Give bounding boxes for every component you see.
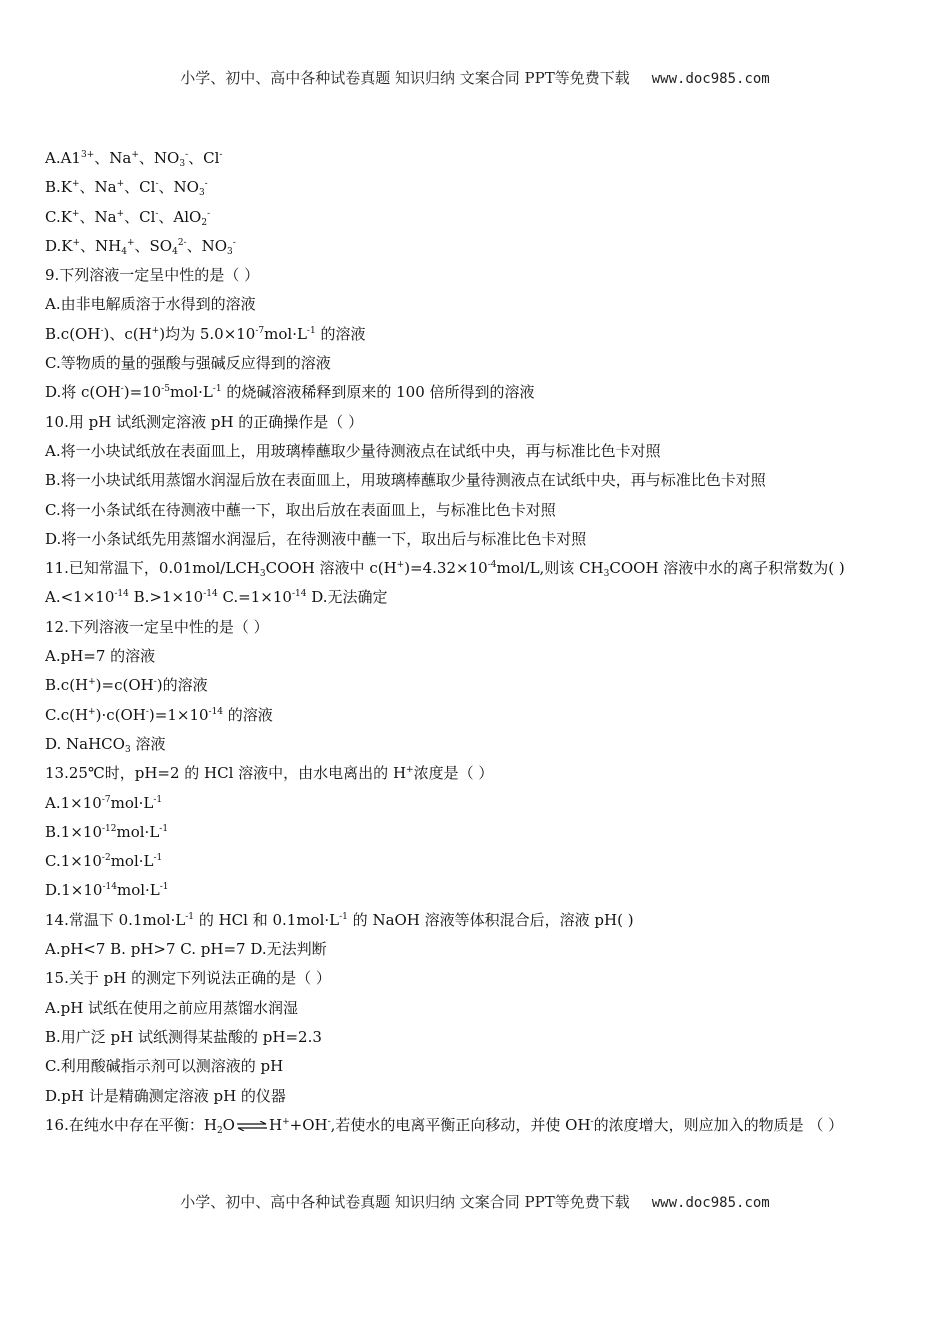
superscript: -1 bbox=[159, 823, 169, 834]
superscript: - bbox=[155, 208, 159, 219]
text-run: 、NO bbox=[138, 149, 180, 167]
superscript: + bbox=[151, 325, 160, 336]
q16-stem bbox=[45, 1111, 915, 1140]
q12-option-c bbox=[45, 701, 915, 730]
superscript: - bbox=[207, 208, 211, 219]
superscript: -1 bbox=[159, 882, 169, 893]
superscript: + bbox=[282, 1116, 290, 1127]
subscript: 3 bbox=[124, 744, 131, 755]
text-run: )的溶液 bbox=[156, 676, 208, 695]
superscript: 3+ bbox=[80, 150, 95, 160]
text-run: C.=1×10 bbox=[217, 588, 292, 607]
superscript: + bbox=[131, 150, 139, 160]
superscript: -4 bbox=[487, 560, 497, 571]
text-run: 浓度是（ ） bbox=[413, 764, 494, 783]
superscript: + bbox=[88, 706, 96, 717]
text-run: D.将 c(OH bbox=[45, 383, 121, 402]
superscript: -14 bbox=[114, 589, 129, 600]
text-run: mol·L bbox=[116, 822, 160, 841]
q12-stem bbox=[45, 613, 915, 642]
text-run: C.c(H bbox=[45, 705, 89, 724]
text-run: 的溶液 bbox=[223, 705, 273, 724]
superscript: 2- bbox=[177, 237, 187, 248]
superscript: - bbox=[590, 1116, 594, 1127]
text-run: 的烧碱溶液稀释到原来的 100 倍所得到的溶液 bbox=[221, 383, 535, 402]
text-run: A.pH 试纸在使用之前应用蒸馏水润湿 bbox=[45, 998, 299, 1017]
text-run: mol·L bbox=[170, 383, 213, 402]
superscript: + bbox=[406, 765, 414, 776]
q8-option-a bbox=[45, 144, 915, 173]
superscript: -7 bbox=[255, 325, 265, 336]
superscript: -1 bbox=[212, 384, 222, 395]
superscript: -2 bbox=[101, 853, 111, 864]
q13-option-c bbox=[45, 847, 915, 876]
superscript: -5 bbox=[161, 384, 171, 395]
superscript: - bbox=[232, 237, 236, 248]
text-run: 、AlO bbox=[158, 207, 202, 226]
text-run: 16.在纯水中存在平衡：H bbox=[45, 1115, 217, 1134]
superscript: -1 bbox=[339, 911, 348, 922]
text-run: 、Cl bbox=[188, 149, 220, 167]
text-run: C.1×10 bbox=[45, 852, 102, 871]
q10-option-c bbox=[45, 496, 915, 525]
text-run: mol·L bbox=[110, 793, 154, 812]
superscript: + bbox=[72, 237, 81, 248]
header-url: www.doc985.com bbox=[651, 71, 770, 87]
superscript: - bbox=[219, 150, 223, 160]
text-run: 、NH bbox=[80, 236, 122, 255]
text-run: A.<1×10 bbox=[45, 588, 115, 607]
text-run: D. NaHCO bbox=[45, 734, 125, 753]
superscript: - bbox=[153, 677, 157, 688]
subscript: 4 bbox=[172, 246, 178, 257]
text-run: C.利用酸碱指示剂可以测溶液的 pH bbox=[45, 1057, 284, 1076]
text-run: A.1×10 bbox=[45, 793, 102, 812]
text-run: D.K bbox=[45, 236, 73, 255]
subscript: 3 bbox=[179, 159, 186, 169]
superscript: -1 bbox=[153, 853, 163, 864]
q15-stem bbox=[45, 964, 915, 993]
text-run: 的浓度增大，则应加入的物质是 （ ） bbox=[593, 1115, 844, 1134]
superscript: + bbox=[126, 237, 135, 248]
text-run: COOH 溶液中水的离子积常数为( ) bbox=[609, 559, 845, 578]
q12-option-d bbox=[45, 730, 915, 759]
text-run: B.>1×10 bbox=[128, 588, 204, 607]
text-run: 、Cl bbox=[124, 178, 156, 197]
superscript: + bbox=[72, 179, 80, 190]
q10-option-d bbox=[45, 525, 915, 554]
text-run: C.K bbox=[45, 207, 72, 226]
superscript: - bbox=[327, 1116, 331, 1127]
superscript: - bbox=[155, 179, 159, 190]
q9-option-d bbox=[45, 378, 915, 407]
text-run: D.pH 计是精确测定溶液 pH 的仪器 bbox=[45, 1086, 286, 1105]
q8-option-b bbox=[45, 173, 915, 202]
text-run: 的 HCl 和 0.1mol·L bbox=[194, 910, 340, 929]
subscript: 2 bbox=[201, 217, 208, 228]
superscript: -12 bbox=[102, 823, 117, 834]
q9-option-c bbox=[45, 349, 915, 378]
superscript: + bbox=[116, 208, 125, 219]
subscript: 2 bbox=[216, 1125, 223, 1136]
subscript: 3 bbox=[259, 569, 266, 580]
text-run: B.c(OH bbox=[45, 324, 101, 343]
q13-option-b bbox=[45, 818, 915, 847]
text-run: 、Na bbox=[79, 178, 117, 197]
text-run: D.将一小条试纸先用蒸馏水润湿后，在待测液中蘸一下，取出后与标准比色卡对照 bbox=[45, 529, 587, 548]
text-run: )=4.32×10 bbox=[404, 559, 488, 578]
q12-option-b bbox=[45, 671, 915, 700]
text-run: )、c(H bbox=[103, 324, 152, 343]
text-run: 10.用 pH 试纸测定溶液 pH 的正确操作是（ ） bbox=[45, 412, 364, 431]
subscript: 3 bbox=[198, 188, 205, 199]
superscript: - bbox=[204, 179, 208, 190]
q12-option-a bbox=[45, 642, 915, 671]
text-run: C.将一小条试纸在待测液中蘸一下，取出后放在表面皿上，与标准比色卡对照 bbox=[45, 500, 556, 519]
header-text: 小学、初中、高中各种试卷真题 知识归纳 文案合同 PPT等免费下载 bbox=[180, 69, 630, 87]
q9-option-b bbox=[45, 320, 915, 349]
text-run: +OH bbox=[289, 1115, 328, 1134]
text-run: mol·L bbox=[116, 881, 160, 900]
page-footer bbox=[0, 1191, 950, 1212]
question-content bbox=[45, 144, 915, 1140]
text-run: D.1×10 bbox=[45, 881, 103, 900]
q10-stem bbox=[45, 408, 915, 437]
text-run: 的 NaOH 溶液等体积混合后，溶液 pH( ) bbox=[347, 910, 634, 929]
text-run: 、Cl bbox=[124, 207, 156, 226]
text-run: mol/L,则该 CH bbox=[496, 559, 604, 578]
superscript: - bbox=[100, 325, 104, 336]
q15-option-b bbox=[45, 1023, 915, 1052]
q13-option-d bbox=[45, 876, 915, 905]
text-run: A.由非电解质溶于水得到的溶液 bbox=[45, 295, 256, 314]
superscript: - bbox=[120, 384, 124, 395]
superscript: -14 bbox=[203, 589, 218, 600]
text-run: )·c(OH bbox=[95, 705, 146, 724]
q8-option-c bbox=[45, 203, 915, 232]
superscript: + bbox=[116, 179, 125, 190]
text-run: 9.下列溶液一定呈中性的是（ ） bbox=[45, 266, 260, 285]
text-run: )=10 bbox=[123, 383, 162, 402]
text-run: B.1×10 bbox=[45, 822, 102, 841]
text-run: 的溶液 bbox=[315, 324, 366, 343]
text-run: B.将一小块试纸用蒸馏水润湿后放在表面皿上，用玻璃棒蘸取少量待测液点在试纸中央，再与标准比色卡对照 bbox=[45, 471, 766, 490]
footer-text: 小学、初中、高中各种试卷真题 知识归纳 文案合同 PPT等免费下载 bbox=[180, 1193, 630, 1211]
subscript: 3 bbox=[603, 569, 610, 580]
text-run: 15.关于 pH 的测定下列说法正确的是（ ） bbox=[45, 969, 331, 988]
text-run: A.pH<7 B. pH>7 C. pH=7 D.无法判断 bbox=[45, 940, 327, 959]
q8-option-d bbox=[45, 232, 915, 261]
superscript: + bbox=[71, 208, 80, 219]
q13-stem bbox=[45, 759, 915, 788]
superscript: + bbox=[88, 677, 96, 688]
superscript: -14 bbox=[102, 882, 117, 893]
text-run: 、NO bbox=[158, 178, 199, 197]
superscript: - bbox=[145, 706, 149, 717]
text-run: 、Na bbox=[94, 149, 132, 167]
text-run: )=1×10 bbox=[148, 705, 209, 724]
q14-options bbox=[45, 935, 915, 964]
superscript: -7 bbox=[101, 794, 111, 805]
text-run: COOH 溶液中 c(H bbox=[265, 559, 397, 578]
text-run: 12.下列溶液一定呈中性的是（ ） bbox=[45, 617, 269, 636]
superscript: + bbox=[396, 560, 405, 571]
text-run: B.用广泛 pH 试纸测得某盐酸的 pH=2.3 bbox=[45, 1027, 322, 1046]
q11-stem bbox=[45, 554, 915, 583]
q15-option-c bbox=[45, 1052, 915, 1081]
superscript: -14 bbox=[291, 589, 307, 600]
text-run: 、SO bbox=[134, 236, 173, 255]
text-run: 溶液 bbox=[130, 734, 166, 753]
text-run: 14.常温下 0.1mol·L bbox=[45, 910, 186, 929]
text-run: 11.已知常温下，0.01mol/LCH bbox=[45, 559, 260, 578]
equilibrium-arrow-icon bbox=[235, 1121, 269, 1131]
superscript: -1 bbox=[153, 794, 163, 805]
text-run: B.c(H bbox=[45, 676, 89, 695]
q10-option-a bbox=[45, 437, 915, 466]
q13-option-a bbox=[45, 789, 915, 818]
subscript: 4 bbox=[121, 246, 127, 257]
text-run: D.无法确定 bbox=[306, 588, 388, 607]
text-run: 、Na bbox=[79, 207, 117, 226]
q11-options bbox=[45, 583, 915, 612]
text-run: A.pH=7 的溶液 bbox=[45, 647, 156, 666]
q14-stem bbox=[45, 906, 915, 935]
text-run: ,若使水的电离平衡正向移动，并使 OH bbox=[330, 1115, 591, 1134]
q10-option-b bbox=[45, 466, 915, 495]
subscript: 3 bbox=[227, 246, 233, 257]
text-run: )均为 5.0×10 bbox=[159, 324, 256, 343]
text-run: H bbox=[268, 1115, 283, 1134]
superscript: -1 bbox=[185, 911, 195, 922]
page-header bbox=[0, 67, 950, 88]
q15-option-d bbox=[45, 1082, 915, 1111]
text-run: mol·L bbox=[264, 324, 307, 343]
superscript: -1 bbox=[306, 325, 316, 336]
q15-option-a bbox=[45, 994, 915, 1023]
text-run: O bbox=[222, 1115, 235, 1134]
text-run: A.A1 bbox=[45, 149, 81, 167]
text-run: A.将一小块试纸放在表面皿上，用玻璃棒蘸取少量待测液点在试纸中央，再与标准比色卡对照 bbox=[45, 441, 661, 460]
text-run: C.等物质的量的强酸与强碱反应得到的溶液 bbox=[45, 354, 331, 373]
q9-option-a bbox=[45, 290, 915, 319]
text-run: B.K bbox=[45, 178, 72, 197]
footer-url: www.doc985.com bbox=[651, 1195, 770, 1211]
text-run: mol·L bbox=[110, 852, 154, 871]
superscript: -14 bbox=[208, 706, 224, 717]
q9-stem bbox=[45, 261, 915, 290]
text-run: 13.25℃时，pH=2 的 HCl 溶液中，由水电离出的 H bbox=[45, 764, 407, 783]
superscript: - bbox=[185, 150, 189, 160]
text-run: )=c(OH bbox=[95, 676, 154, 695]
text-run: 、NO bbox=[186, 236, 228, 255]
